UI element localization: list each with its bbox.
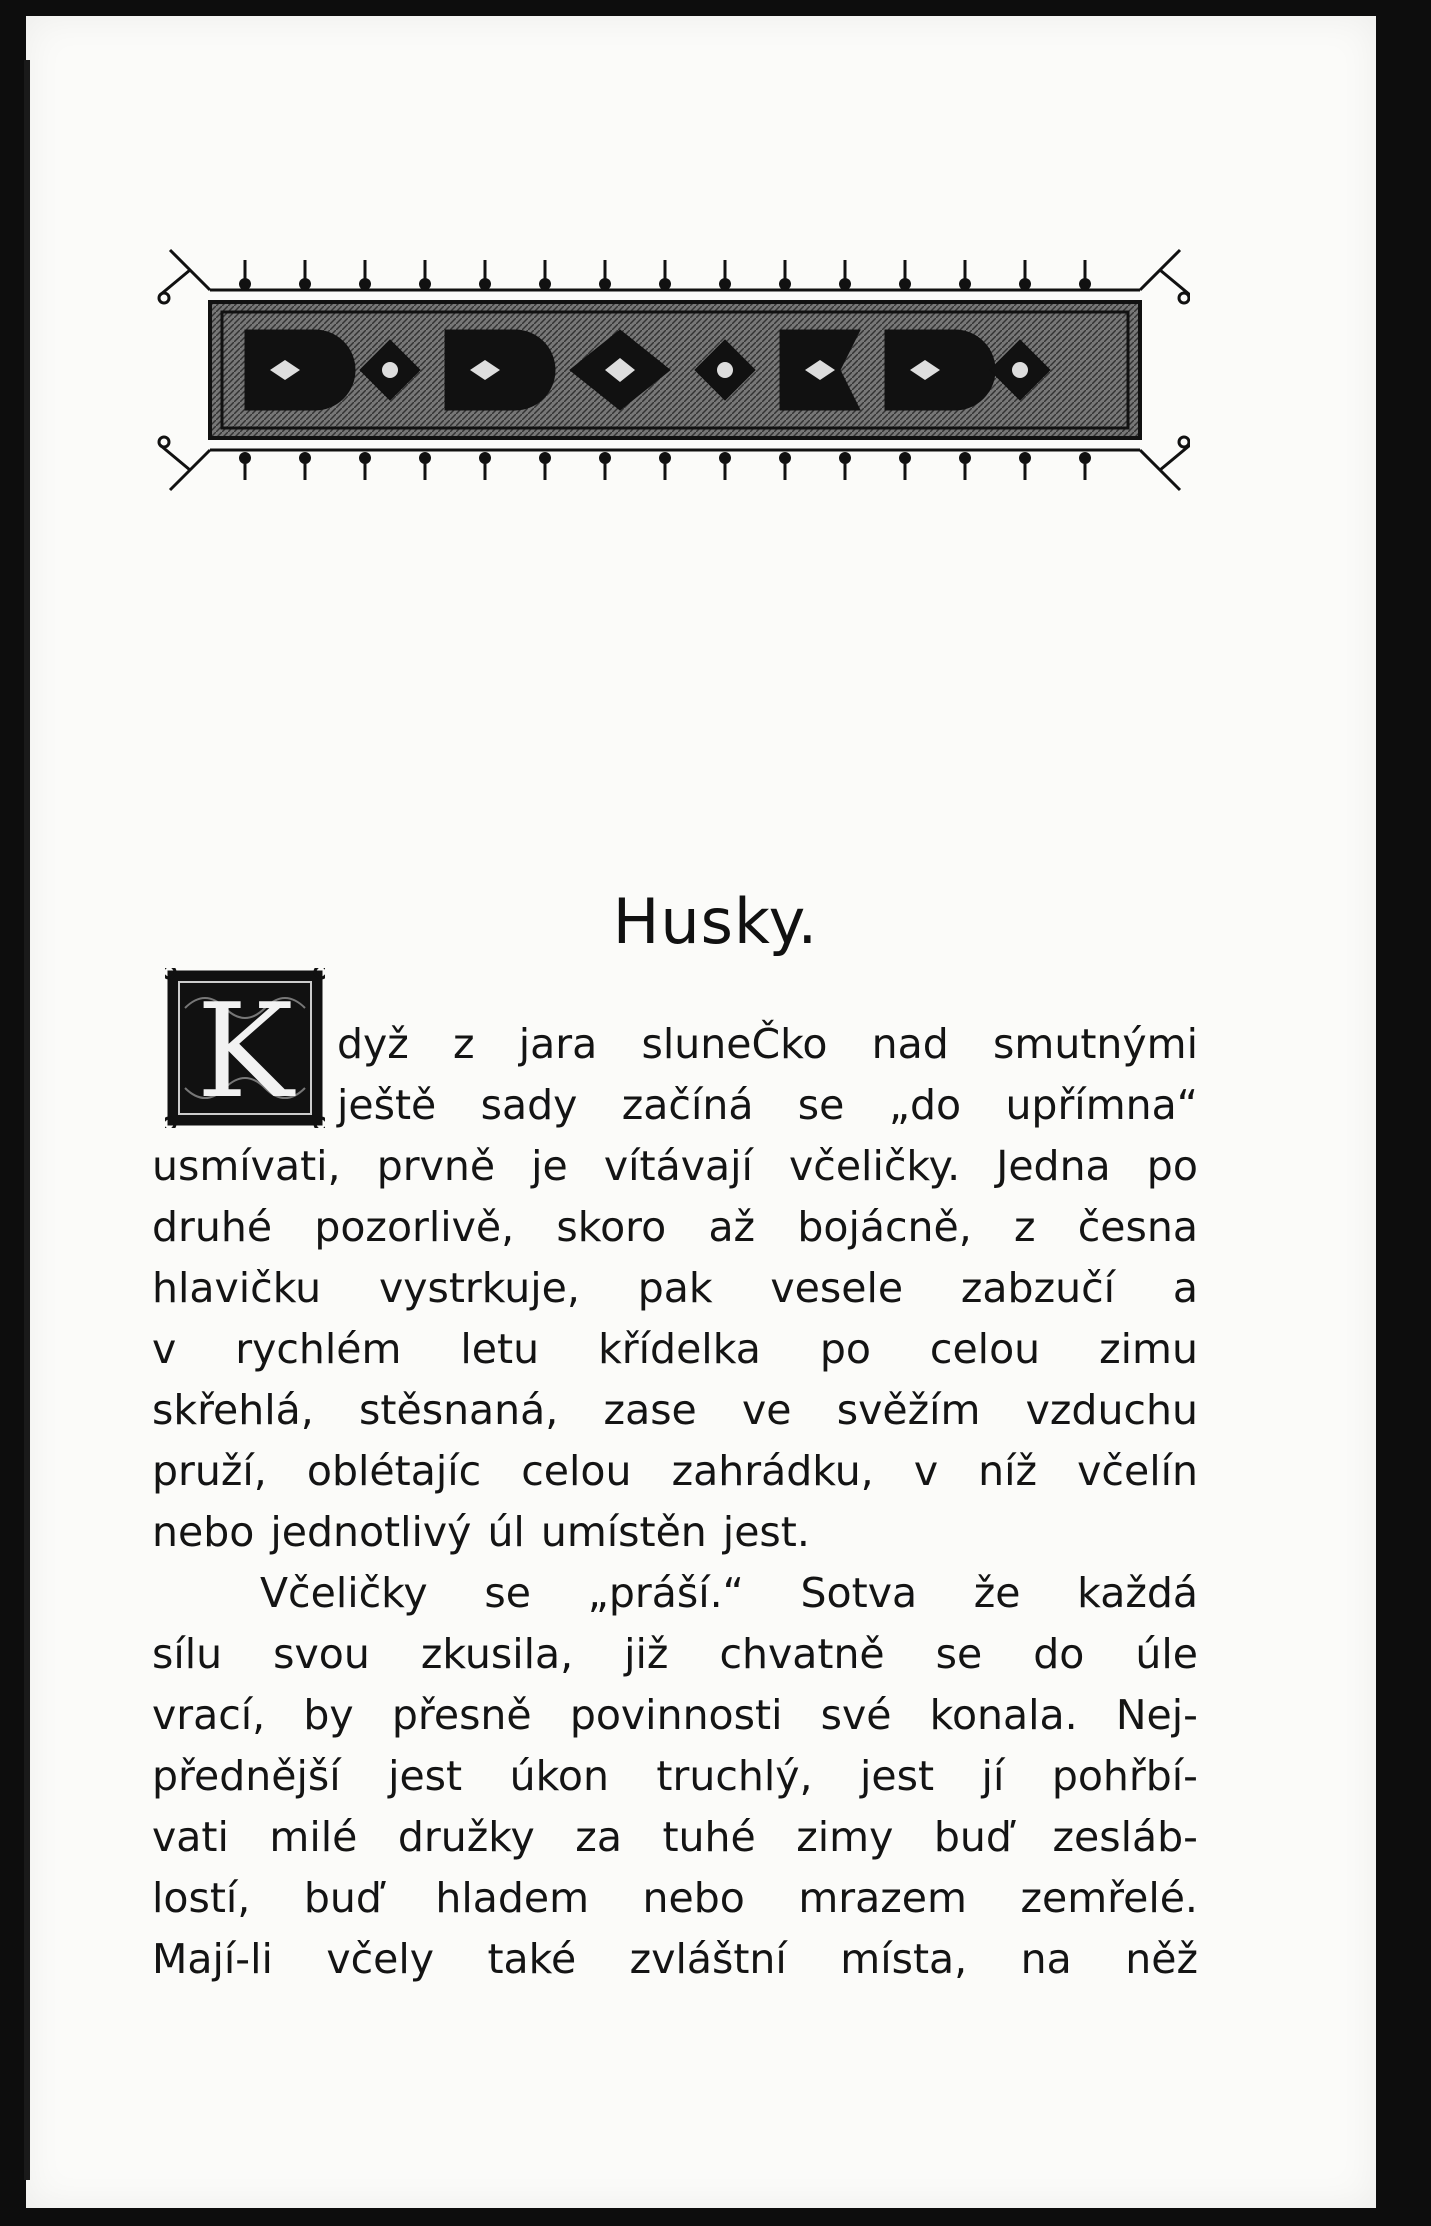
word: svěžím bbox=[836, 1386, 981, 1434]
word: skřehlá, bbox=[152, 1386, 314, 1434]
word: jest bbox=[860, 1752, 935, 1800]
word: mrazem bbox=[798, 1874, 967, 1922]
word: vystrkuje, bbox=[378, 1264, 580, 1312]
word: stěsnaná, bbox=[359, 1386, 559, 1434]
word: pruží, bbox=[152, 1447, 267, 1495]
word: truchlý, bbox=[656, 1752, 813, 1800]
word: rychlém bbox=[235, 1325, 402, 1373]
word: Včeličky bbox=[260, 1569, 428, 1617]
word: ještě bbox=[337, 1081, 437, 1129]
word: po bbox=[1146, 1142, 1198, 1190]
word: vítávají bbox=[603, 1142, 753, 1190]
word: ve bbox=[742, 1386, 792, 1434]
text-line bbox=[152, 1136, 1198, 1197]
word: zesláb- bbox=[1052, 1813, 1198, 1861]
word: vati bbox=[152, 1813, 229, 1861]
word: oblétajíc bbox=[306, 1447, 482, 1495]
word: na bbox=[1020, 1935, 1072, 1983]
word: úkon bbox=[509, 1752, 609, 1800]
word: Jedna bbox=[996, 1142, 1111, 1190]
text-line bbox=[152, 1868, 1198, 1929]
text-line bbox=[152, 1807, 1198, 1868]
word: přesně bbox=[391, 1691, 532, 1739]
word: upřímna“ bbox=[1005, 1081, 1198, 1129]
word: vrací, bbox=[152, 1691, 266, 1739]
word: se bbox=[797, 1081, 845, 1129]
word: zahrádku, bbox=[671, 1447, 874, 1495]
word: vzduchu bbox=[1025, 1386, 1198, 1434]
word: Nej- bbox=[1115, 1691, 1198, 1739]
word: že bbox=[973, 1569, 1021, 1617]
word: zvláštní bbox=[629, 1935, 787, 1983]
word: je bbox=[531, 1142, 568, 1190]
word: včeličky. bbox=[789, 1142, 961, 1190]
word: a bbox=[1172, 1264, 1198, 1312]
word: Mají-li bbox=[152, 1935, 273, 1983]
word: jednotlivý bbox=[270, 1508, 472, 1556]
word: buď bbox=[933, 1813, 1012, 1861]
word: začíná bbox=[621, 1081, 754, 1129]
word: v bbox=[152, 1325, 177, 1373]
text-line bbox=[152, 1258, 1198, 1319]
word: do bbox=[1033, 1630, 1085, 1678]
word: jest bbox=[388, 1752, 463, 1800]
word: celou bbox=[521, 1447, 632, 1495]
text-line bbox=[152, 1014, 1198, 1075]
word: Sotva bbox=[800, 1569, 918, 1617]
word: zase bbox=[603, 1386, 697, 1434]
word: něž bbox=[1125, 1935, 1198, 1983]
word: „do bbox=[888, 1081, 962, 1129]
word: by bbox=[303, 1691, 354, 1739]
word: z bbox=[453, 1020, 475, 1068]
text-line bbox=[152, 1685, 1198, 1746]
word: „práší.“ bbox=[587, 1569, 744, 1617]
ornamental-headpiece bbox=[150, 240, 1190, 500]
page-edge bbox=[24, 60, 30, 2180]
word: dyž bbox=[337, 1020, 409, 1068]
word: úl bbox=[487, 1508, 525, 1556]
word: úle bbox=[1135, 1630, 1198, 1678]
text-line bbox=[152, 1319, 1198, 1380]
word: svou bbox=[273, 1630, 370, 1678]
word: vesele bbox=[770, 1264, 904, 1312]
word: sílu bbox=[152, 1630, 223, 1678]
word: zimu bbox=[1099, 1325, 1198, 1373]
word: zimy bbox=[796, 1813, 894, 1861]
word: letu bbox=[460, 1325, 540, 1373]
word: nebo bbox=[642, 1874, 745, 1922]
word: místa, bbox=[840, 1935, 968, 1983]
text-line bbox=[152, 1441, 1198, 1502]
word: skoro bbox=[556, 1203, 667, 1251]
word: umístěn bbox=[540, 1508, 707, 1556]
text-line bbox=[152, 1624, 1198, 1685]
word: jara bbox=[518, 1020, 598, 1068]
word: za bbox=[575, 1813, 622, 1861]
word: nad bbox=[871, 1020, 949, 1068]
word: včely bbox=[326, 1935, 435, 1983]
word: se bbox=[484, 1569, 531, 1617]
word: své bbox=[820, 1691, 892, 1739]
word: lostí, bbox=[152, 1874, 251, 1922]
word: pohřbí- bbox=[1051, 1752, 1198, 1800]
word: zemřelé. bbox=[1020, 1874, 1198, 1922]
word: zkusila, bbox=[420, 1630, 574, 1678]
word: buď bbox=[303, 1874, 382, 1922]
word: druhé bbox=[152, 1203, 273, 1251]
word: konala. bbox=[929, 1691, 1078, 1739]
text-line bbox=[152, 1197, 1198, 1258]
word: povinnosti bbox=[569, 1691, 783, 1739]
svg-text:K: K bbox=[196, 975, 294, 1127]
word: pozorlivě, bbox=[314, 1203, 515, 1251]
word: v bbox=[913, 1447, 939, 1495]
word: přednější bbox=[152, 1752, 341, 1800]
word: sluneČko bbox=[641, 1020, 828, 1068]
word: se bbox=[935, 1630, 983, 1678]
word: česna bbox=[1077, 1203, 1198, 1251]
word: sady bbox=[480, 1081, 578, 1129]
word: bojácně, bbox=[797, 1203, 972, 1251]
word: jí bbox=[981, 1752, 1005, 1800]
text-line bbox=[152, 1502, 1198, 1563]
word: nebo bbox=[152, 1508, 255, 1556]
text-line bbox=[152, 1563, 1198, 1624]
word: křídelka bbox=[598, 1325, 761, 1373]
word: milé bbox=[269, 1813, 358, 1861]
word: prvně bbox=[376, 1142, 496, 1190]
text-line bbox=[152, 1746, 1198, 1807]
word: smutnými bbox=[993, 1020, 1198, 1068]
text-line bbox=[152, 1380, 1198, 1441]
word: každá bbox=[1077, 1569, 1198, 1617]
chapter-title: Husky. bbox=[612, 885, 819, 958]
word: z bbox=[1013, 1203, 1036, 1251]
word: níž bbox=[978, 1447, 1038, 1495]
word: hladem bbox=[435, 1874, 590, 1922]
word: až bbox=[708, 1203, 756, 1251]
word: jest. bbox=[722, 1508, 810, 1556]
word: usmívati, bbox=[152, 1142, 341, 1190]
text-line bbox=[152, 1075, 1198, 1136]
word: družky bbox=[397, 1813, 535, 1861]
word: hlavičku bbox=[152, 1264, 322, 1312]
body-text bbox=[152, 1014, 1198, 1990]
word: tuhé bbox=[662, 1813, 756, 1861]
word: po bbox=[819, 1325, 871, 1373]
word: včelín bbox=[1077, 1447, 1198, 1495]
word: celou bbox=[929, 1325, 1041, 1373]
word: také bbox=[487, 1935, 577, 1983]
word: pak bbox=[637, 1264, 713, 1312]
word: zabzučí bbox=[960, 1264, 1116, 1312]
word: chvatně bbox=[719, 1630, 885, 1678]
word: již bbox=[624, 1630, 669, 1678]
text-line bbox=[152, 1929, 1198, 1990]
